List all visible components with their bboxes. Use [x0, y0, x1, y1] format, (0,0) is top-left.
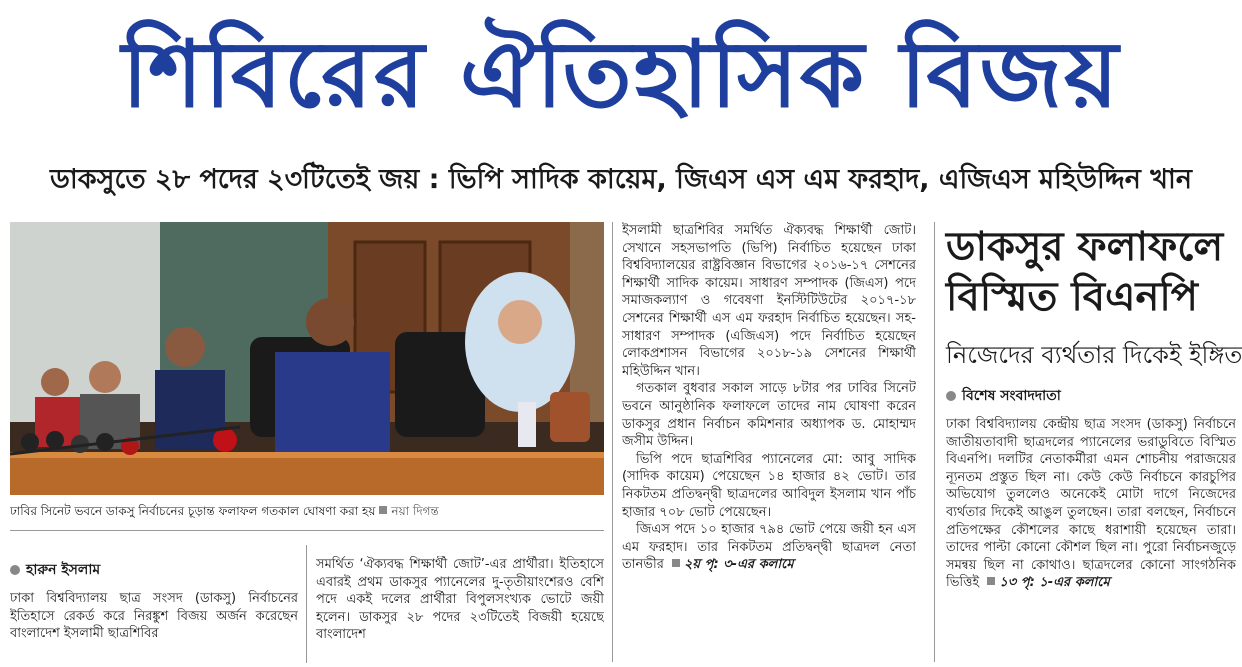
side-story-body [946, 416, 1236, 662]
main-byline: হারুন ইসলাম [10, 560, 100, 580]
col2-text: সমর্থিত ‘ঐক্যবদ্ধ শিক্ষার্থী জোট’-এর প্রার্থীরা। ইতিহাসে এবারই প্রথম ডাকসুর প্যানেলের দু-তৃতীয়াংশেরও বেশি পদে একই দলের প্রার্থীরা বিপুলসংখ্যক ভোটে জয়ী হলেন। ডাকসুর ২৮ পদের ২৩টিতেই বিজয়ী হয়েছে বাংলাদেশ [316, 557, 604, 643]
photo-credit: নয়া দিগন্ত [391, 504, 439, 518]
main-story-col2 [316, 556, 604, 662]
continued-label: ১৩ পৃ: ১-এর কলামে [999, 575, 1110, 591]
side-byline: বিশেষ সংবাদদাতা [946, 386, 1061, 406]
side-headline-line2: বিস্মিত বিএনপি [946, 274, 1198, 320]
main-story-col3 [622, 222, 916, 660]
col-divider [612, 222, 613, 662]
side-body-text: ঢাকা বিশ্ববিদ্যালয় কেন্দ্রীয় ছাত্র সংসদ (ডাকসু) নির্বাচনে জাতীয়তাবাদী ছাত্রদলের প্যানেলের ভরাডুবিতে বিস্মিত বিএনপি। দলটির নেতাকর্মীরা এমন শোচনীয় পরাজয়ের ন্যূনতম প্রস্তুত ছিল না। কেউ কেউ নির্বাচনে কারচুপির অভিযোগ তুললেও অনেকেই মোটা দাগে নিজেদের ব্যর্থতার দিকেই আঙুল তুলছেন। তারা বলছেন, নির্বাচনে প্রতিপক্ষের কৌশলের কাছে ধরাশায়ী হয়েছেন তারা। তাদের পাল্টা কোনো কৌশল ছিল না। পুরো নির্বাচনজুড়ে সমন্বয় ছিল না কোথাও। ছাত্রদলের কোনো সাংগঠনিক ভিত্তিই ১৩ পৃ: ১-এর কলামে [946, 417, 1236, 591]
col3-para: জিএস পদে ১০ হাজার ৭৯৪ ভোট পেয়ে জয়ী হন এস এম ফরহাদ। তার নিকটতম প্রতিদ্বন্দ্বী ছাত্রদল নেতা তানভীর ২য় পৃ: ৩-এর কলামে [622, 522, 916, 573]
caption-rule [10, 530, 604, 531]
col3-para: ইসলামী ছাত্রশিবির সমর্থিত ঐক্যবদ্ধ শিক্ষার্থী জোট। সেখানে সহসভাপতি (ভিপি) নির্বাচিত হয়েছেন ঢাকা বিশ্ববিদ্যালয়ের রাষ্ট্রবিজ্ঞান বিভাগের ২০১৬-১৭ সেশনের শিক্ষার্থী সাদিক কায়েম। সাধারণ সম্পাদক (জিএস) পদে সমাজকল্যাণ ও গবেষণা ইনস্টিটিউটের ২০১৭-১৮ সেশনের শিক্ষার্থী এস এম ফরহাদ নির্বাচিত হয়েছেন। সহ-সাধারণ সম্পাদক (এজিএস) পদে নির্বাচিত হয়েছেন লোকপ্রশাসন বিভাগের ২০১৮-১৯ সেশনের শিক্ষার্থী মহিউদ্দিন খান। [622, 223, 916, 379]
subhead: ডাকসুতে ২৮ পদের ২৩টিতেই জয় : ভিপি সাদিক কায়েম, জিএস এস এম ফরহাদ, এজিএস মহিউদ্দিন খান [50, 164, 1192, 195]
col-divider [306, 545, 307, 663]
caption-text: ঢাবির সিনেট ভবনে ডাকসু নির্বাচনের চূড়ান্ত ফলাফল গতকাল ঘোষণা করা হয় [10, 504, 376, 518]
headline: শিবিরের ঐতিহাসিক বিজয় [121, 21, 1121, 128]
side-headline [946, 222, 1236, 322]
square-icon [672, 559, 680, 567]
byline-dot-icon [10, 565, 20, 575]
square-icon [379, 506, 387, 514]
col1-text: ঢাকা বিশ্ববিদ্যালয় ছাত্র সংসদ (ডাকসু) নির্বাচনের ইতিহাসে রেকর্ড করে নিরঙ্কুশ বিজয় অর্জন করেছেন বাংলাদেশ ইসলামী ছাত্রশিবির [10, 591, 298, 642]
photo-caption [10, 502, 604, 520]
col-divider [934, 222, 935, 662]
square-icon [987, 577, 995, 585]
byline-dot-icon [946, 391, 956, 401]
side-subhead: নিজেদের ব্যর্থতার দিকেই ইঙ্গিত [946, 341, 1242, 369]
main-story-col1 [10, 590, 298, 662]
press-conference-photo [10, 222, 604, 495]
col3-para: গতকাল বুধবার সকাল সাড়ে ৮টার পর ঢাবির সিনেট ভবনে আনুষ্ঠানিক ফলাফলে তাদের নাম ঘোষণা করেন ডাকসুর প্রধান নির্বাচন কমিশনার অধ্যাপক ড. মোহাম্মদ জসীম উদ্দিন। [622, 381, 916, 450]
side-headline-line1: ডাকসুর ফলাফলে [946, 224, 1224, 270]
continued-label: ২য় পৃ: ৩-এর কলামে [683, 557, 794, 573]
col3-para: ভিপি পদে ছাত্রশিবির প্যানেলের মো: আবু সাদিক (সাদিক কায়েম) পেয়েছেন ১৪ হাজার ৪২ ভোট। তার নিকটতম প্রতিদ্বন্দ্বী ছাত্রদলের আবিদুল ইসলাম খান পাঁচ হাজার ৭০৮ ভোট পেয়েছেন। [622, 451, 916, 520]
